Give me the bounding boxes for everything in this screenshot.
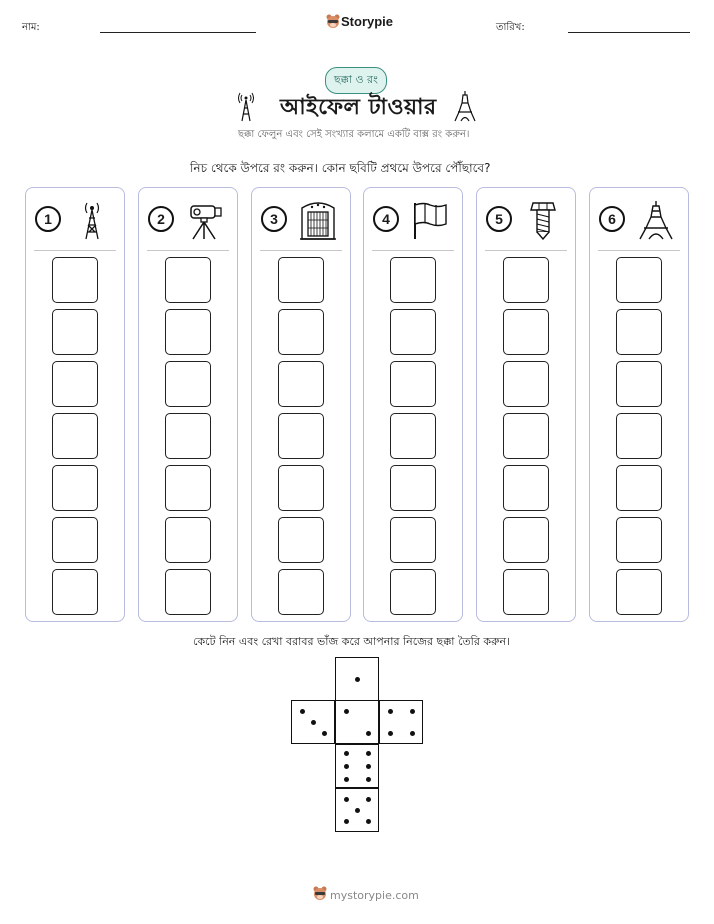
- color-box[interactable]: [278, 517, 324, 563]
- brand-logo: [326, 13, 394, 33]
- color-box[interactable]: [616, 569, 662, 615]
- column-divider: [147, 250, 229, 251]
- column-number: 6: [599, 206, 625, 232]
- die-pip: [344, 819, 349, 824]
- die-pip: [410, 709, 415, 714]
- color-box[interactable]: [503, 361, 549, 407]
- column-3: [251, 187, 351, 622]
- color-box[interactable]: [165, 413, 211, 459]
- column-2: [138, 187, 238, 622]
- color-box[interactable]: [503, 309, 549, 355]
- die-pip: [344, 709, 349, 714]
- column-6: [589, 187, 689, 622]
- color-box[interactable]: [52, 413, 98, 459]
- column-number: 4: [373, 206, 399, 232]
- color-box[interactable]: [390, 465, 436, 511]
- die-face: [335, 657, 379, 701]
- die-pip: [388, 709, 393, 714]
- elevator-icon: [298, 200, 338, 240]
- french-flag-icon: [410, 200, 450, 240]
- color-box[interactable]: [390, 413, 436, 459]
- die-face: [379, 700, 423, 744]
- column-divider: [372, 250, 454, 251]
- color-box[interactable]: [503, 569, 549, 615]
- color-box[interactable]: [52, 517, 98, 563]
- color-box[interactable]: [390, 309, 436, 355]
- color-box[interactable]: [616, 413, 662, 459]
- color-box[interactable]: [503, 517, 549, 563]
- color-box[interactable]: [278, 309, 324, 355]
- eiffel-tower-icon: [636, 200, 676, 240]
- cut-instruction: কেটে নিন এবং রেখা বরাবর ভাঁজ করে আপনার নিজের ছক্কা তৈরি করুন।: [193, 635, 511, 648]
- radio-tower-icon: [238, 92, 254, 122]
- name-field[interactable]: [100, 32, 256, 33]
- color-box[interactable]: [503, 257, 549, 303]
- die-pip: [366, 819, 371, 824]
- column-1: [25, 187, 125, 622]
- die-pip: [388, 731, 393, 736]
- subtitle: ছক্কা ফেলুন এবং সেই সংখ্যার কলামে একটি বাক্স রং করুন।: [238, 129, 470, 140]
- eiffel-tower-icon: [454, 90, 476, 122]
- color-box[interactable]: [616, 257, 662, 303]
- die-face: [335, 700, 379, 744]
- color-box[interactable]: [52, 465, 98, 511]
- color-box[interactable]: [52, 361, 98, 407]
- die-pip: [311, 720, 316, 725]
- bolt-icon: [523, 200, 563, 240]
- radio-tower-icon: [72, 200, 112, 240]
- color-box[interactable]: [390, 361, 436, 407]
- page-title: আইফেল টাওয়ার: [280, 95, 437, 120]
- color-box[interactable]: [616, 517, 662, 563]
- color-box[interactable]: [616, 309, 662, 355]
- die-pip: [366, 751, 371, 756]
- name-label: নাম:: [22, 22, 40, 33]
- die-face: [335, 788, 379, 832]
- activity-badge: ছক্কা ও রং: [325, 67, 387, 94]
- color-box[interactable]: [278, 257, 324, 303]
- brand-name: Storypie: [341, 14, 394, 29]
- color-box[interactable]: [165, 465, 211, 511]
- color-box[interactable]: [390, 517, 436, 563]
- color-box[interactable]: [52, 257, 98, 303]
- bear-logo-icon: [326, 14, 340, 30]
- die-pip: [344, 751, 349, 756]
- color-box[interactable]: [278, 361, 324, 407]
- die-face: [335, 744, 379, 788]
- column-number: 1: [35, 206, 61, 232]
- instruction-text: নিচ থেকে উপরে রং করুন। কোন ছবিটি প্রথমে উপরে পৌঁছাবে?: [190, 161, 491, 175]
- theodolite-icon: [185, 200, 225, 240]
- color-box[interactable]: [165, 257, 211, 303]
- die-pip: [300, 709, 305, 714]
- color-box[interactable]: [503, 465, 549, 511]
- color-box[interactable]: [165, 569, 211, 615]
- column-divider: [34, 250, 116, 251]
- color-box[interactable]: [616, 361, 662, 407]
- die-pip: [355, 677, 360, 682]
- color-box[interactable]: [503, 413, 549, 459]
- column-number: 3: [261, 206, 287, 232]
- die-pip: [366, 731, 371, 736]
- color-box[interactable]: [165, 361, 211, 407]
- die-pip: [344, 797, 349, 802]
- color-box[interactable]: [278, 413, 324, 459]
- date-field[interactable]: [568, 32, 690, 33]
- color-box[interactable]: [165, 517, 211, 563]
- bear-footer-icon: [313, 886, 327, 902]
- die-pip: [355, 808, 360, 813]
- die-face: [291, 700, 335, 744]
- die-pip: [344, 777, 349, 782]
- color-box[interactable]: [278, 465, 324, 511]
- die-pip: [366, 797, 371, 802]
- die-pip: [410, 731, 415, 736]
- color-box[interactable]: [165, 309, 211, 355]
- column-divider: [598, 250, 680, 251]
- die-pip: [322, 731, 327, 736]
- color-box[interactable]: [390, 257, 436, 303]
- footer-url[interactable]: mystorypie.com: [330, 889, 419, 902]
- column-4: [363, 187, 463, 622]
- column-number: 5: [486, 206, 512, 232]
- color-box[interactable]: [52, 569, 98, 615]
- die-pip: [344, 764, 349, 769]
- color-box[interactable]: [616, 465, 662, 511]
- column-divider: [485, 250, 567, 251]
- color-box[interactable]: [278, 569, 324, 615]
- color-box[interactable]: [52, 309, 98, 355]
- die-pip: [366, 764, 371, 769]
- column-5: [476, 187, 576, 622]
- color-box[interactable]: [390, 569, 436, 615]
- die-pip: [366, 777, 371, 782]
- column-number: 2: [148, 206, 174, 232]
- date-label: তারিখ:: [496, 22, 525, 33]
- column-divider: [260, 250, 342, 251]
